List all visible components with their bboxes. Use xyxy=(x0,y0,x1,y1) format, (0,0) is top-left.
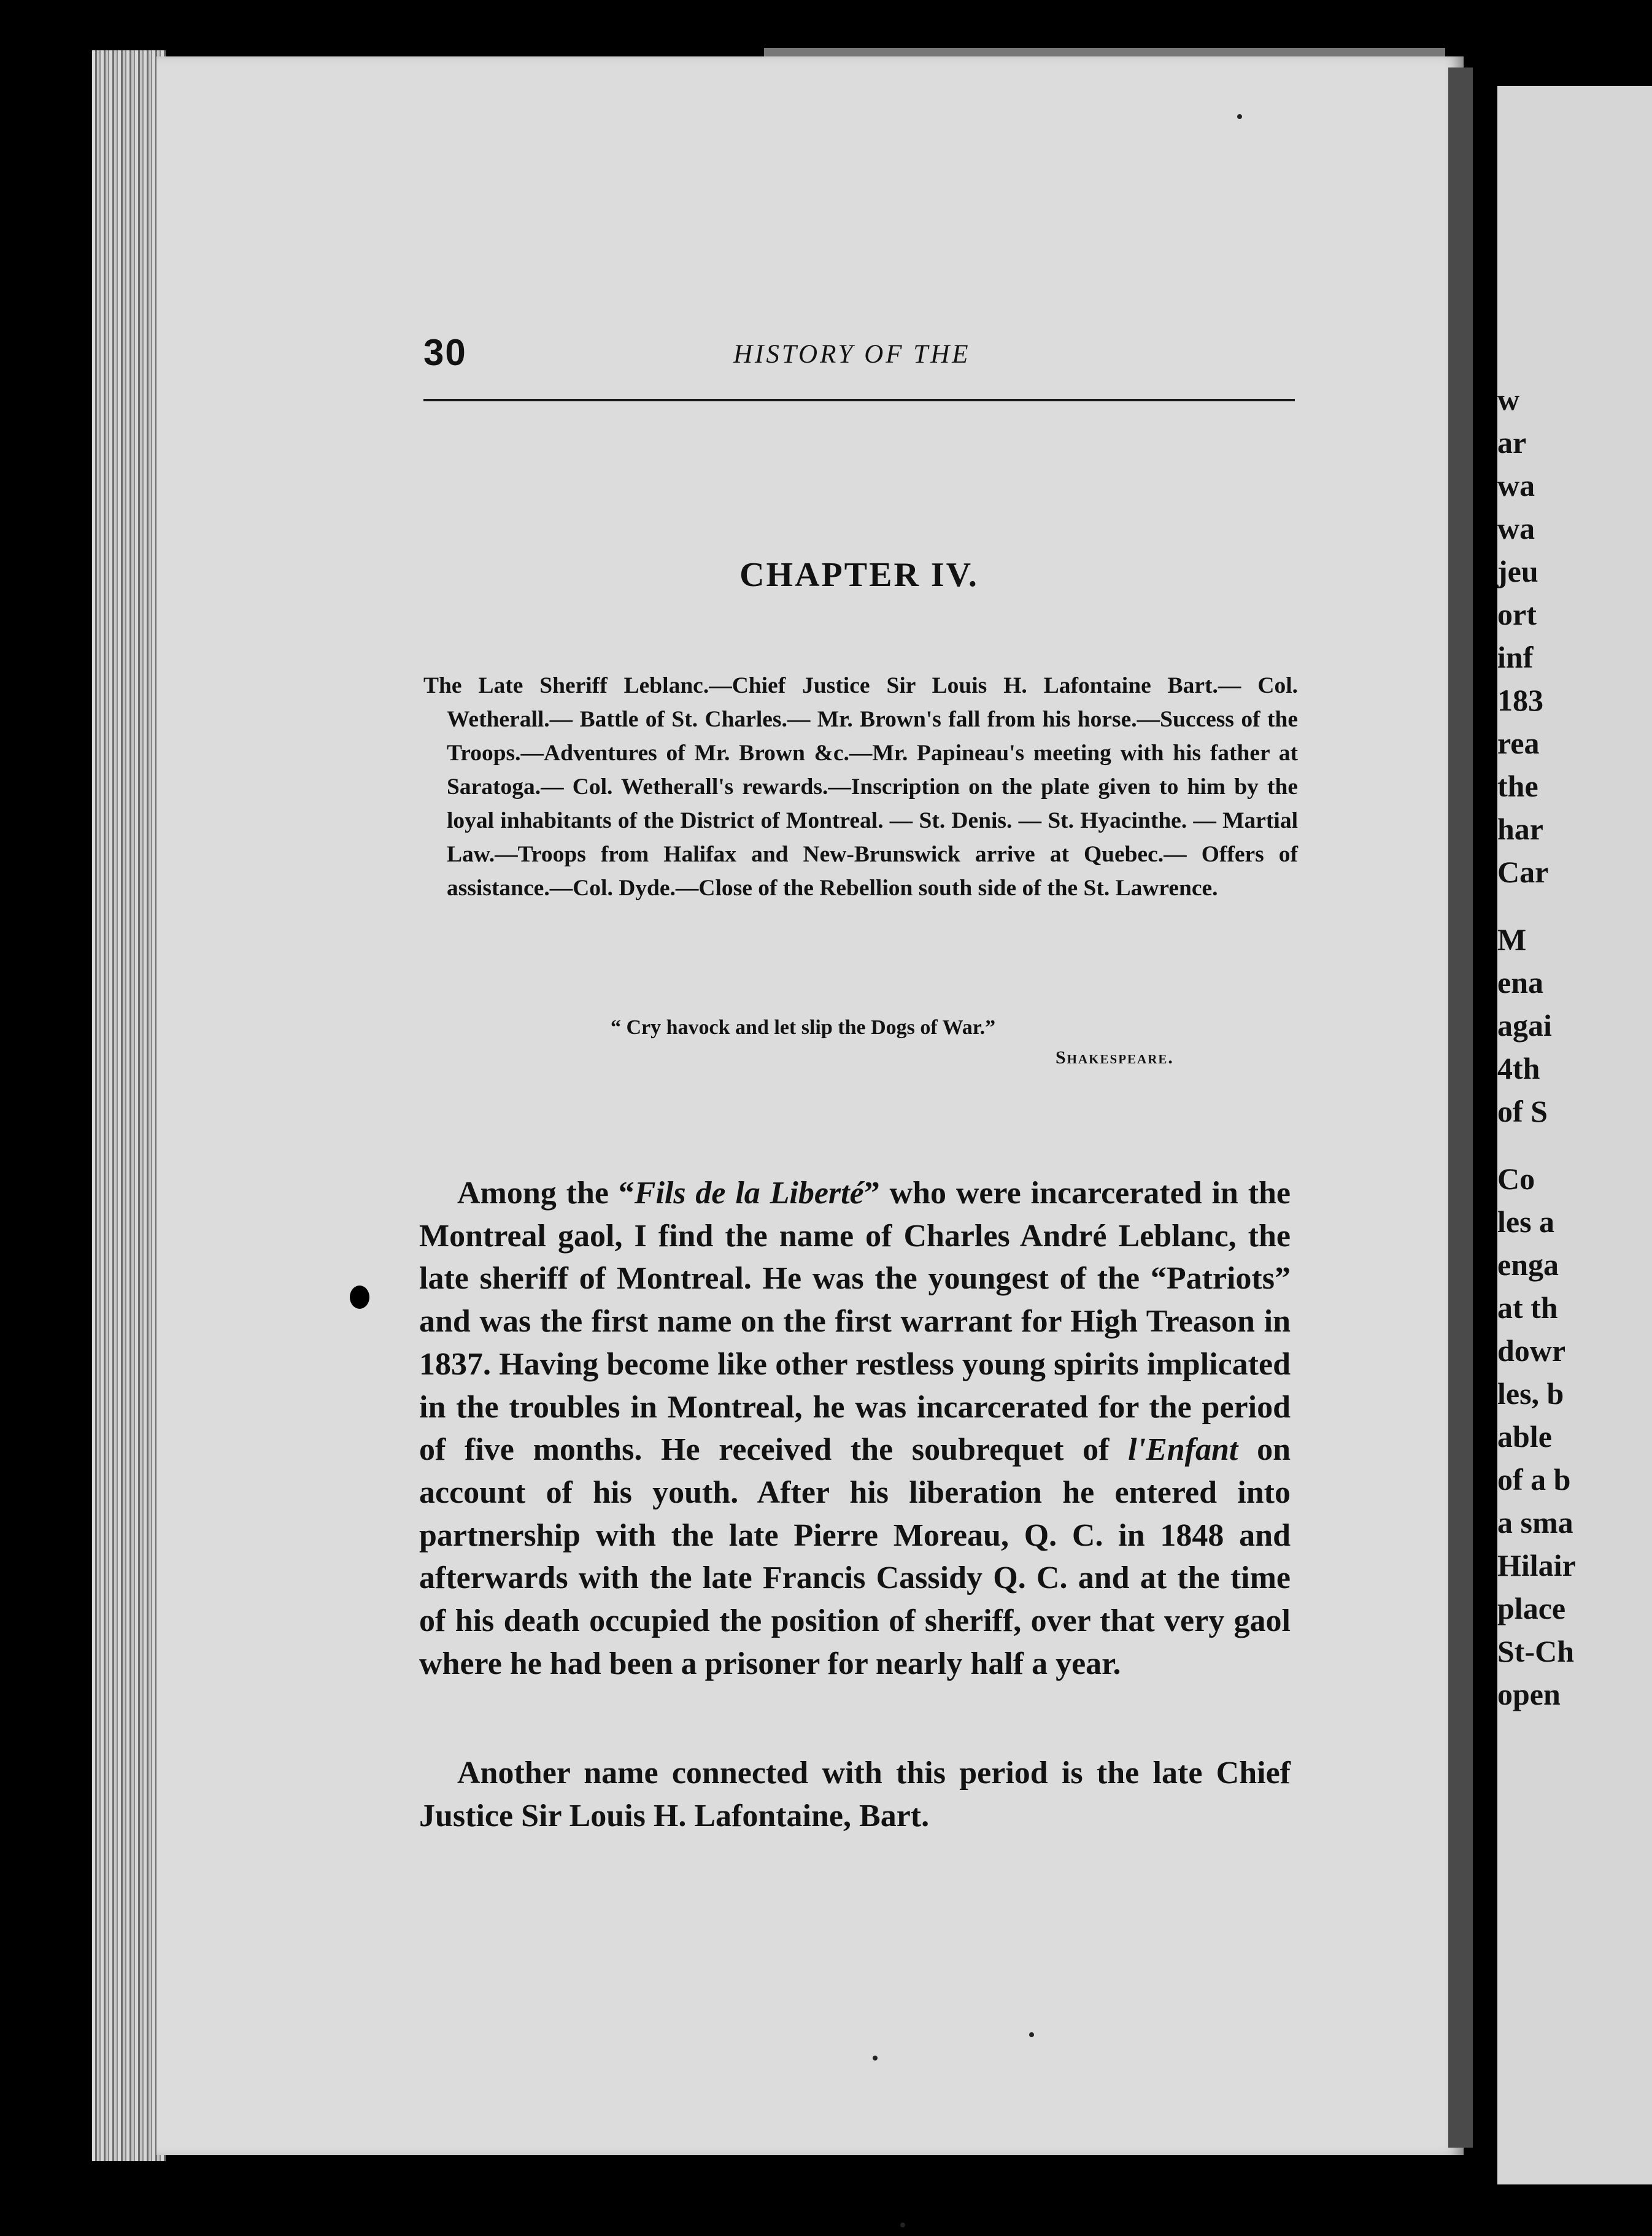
adjacent-page-fragment: wa xyxy=(1497,468,1535,503)
epigraph-author: Shakespeare. xyxy=(1056,1047,1174,1068)
chapter-synopsis: The Late Sheriff Leblanc.—Chief Justice Sir Louis H. Lafontaine Bart.— Col. Wetherall.— Battle of St. Charles.— Mr. Brown's fall from his horse.—Success of the Troops.—Adventures of Mr. Brown &c.—Mr. Papineau's meeting with his father at Saratoga.— Col. Wetherall's rewards.—Inscription on the plate given to him by the loyal inhabitants of the District of Montreal. — St. Denis. — St. Hyacinthe. — Martial Law.—Troops from Halifax and New-Brunswick arrive at Quebec.— Offers of assistance.—Col. Dyde.—Close of the Rebellion south side of the St. Lawrence. xyxy=(423,673,1298,901)
adjacent-page-fragment: a sma xyxy=(1497,1505,1573,1540)
adjacent-page-fragment: St-Ch xyxy=(1497,1634,1575,1668)
stacked-page-edges xyxy=(92,50,166,2161)
adjacent-page-fragment: les, b xyxy=(1497,1376,1564,1411)
adjacent-page-fragment: ar xyxy=(1497,425,1527,460)
para1-italic-enfant: l'Enfant xyxy=(1128,1432,1238,1468)
dust-speck xyxy=(1237,114,1242,119)
adjacent-page-fragment: inf xyxy=(1497,640,1534,674)
adjacent-page-fragment: open xyxy=(1497,1677,1561,1711)
header-rule xyxy=(423,399,1295,401)
adjacent-page-fragment: able xyxy=(1497,1419,1552,1454)
adjacent-page-fragment: rea xyxy=(1497,726,1540,760)
adjacent-page-fragment: 183 xyxy=(1497,683,1543,717)
adjacent-page-fragment: ort xyxy=(1497,597,1537,631)
chapter-heading: CHAPTER IV. xyxy=(739,556,979,594)
adjacent-page-fragment: place xyxy=(1497,1591,1566,1625)
adjacent-page-fragment: Hilair xyxy=(1497,1548,1576,1583)
adjacent-page-fragment: the xyxy=(1497,769,1538,803)
adjacent-page-fragment: jeu xyxy=(1497,554,1538,588)
adjacent-page-fragment: of S xyxy=(1497,1094,1548,1128)
adjacent-page-fragment: enga xyxy=(1497,1247,1559,1282)
adjacent-page-fragment: dowr xyxy=(1497,1333,1566,1368)
dust-speck xyxy=(873,2056,878,2061)
para1-lead: Among the “ xyxy=(457,1176,635,1211)
page-number: 30 xyxy=(423,332,467,373)
para1-tail: on account of his youth. After his liberation he entered into partnership with the late Pierre Moreau, Q. C. in 1848 and afterwards with the late Francis Cassidy Q. C. and at the time of his death occupied the position of sheriff, over that very gaol where he had been a prisoner for nearly half a year. xyxy=(419,1432,1291,1681)
adjacent-page-fragment: ena xyxy=(1497,965,1543,1000)
para1-italic-fils: Fils de la Liberté xyxy=(634,1176,864,1211)
dust-speck xyxy=(900,2223,905,2227)
adjacent-page-fragment: Co xyxy=(1497,1162,1535,1196)
adjacent-page-fragment: Car xyxy=(1497,855,1549,889)
adjacent-page-fragment: les a xyxy=(1497,1205,1555,1239)
adjacent-page-fragment: of a b xyxy=(1497,1462,1571,1497)
adjacent-page xyxy=(1497,86,1652,2184)
adjacent-page-fragment: at th xyxy=(1497,1290,1558,1325)
running-title: HISTORY OF THE xyxy=(733,340,971,369)
adjacent-page-fragment: har xyxy=(1497,812,1543,846)
body-paragraph-1 xyxy=(419,1172,1291,1685)
dust-speck xyxy=(1029,2032,1034,2037)
adjacent-page-fragment: agai xyxy=(1497,1008,1552,1043)
adjacent-page-fragment: wa xyxy=(1497,511,1535,546)
gutter-shadow xyxy=(1448,67,1473,2148)
book-page xyxy=(156,56,1464,2155)
adjacent-page-fragment: w xyxy=(1497,382,1520,417)
adjacent-page-fragment: M xyxy=(1497,922,1527,957)
epigraph-quote: “ Cry havock and let slip the Dogs of War.” xyxy=(611,1016,996,1039)
adjacent-page-fragment: 4th xyxy=(1497,1051,1540,1085)
ink-blot xyxy=(350,1286,369,1309)
para1-mid: ” who were incarcerated in the Montreal gaol, I find the name of Charles André Leblanc, the late sheriff of Montreal. He was the youngest of the “Patriots” and was the first name on the first warrant for High Treason in 1837. Having become like other restless young spirits implicated in the troubles in Montreal, he was incarcerated for the period of five months. He received the soubrequet of xyxy=(419,1176,1291,1468)
body-paragraph-2: Another name connected with this period is the late Chief Justice Sir Louis H. Lafontaine, Bart. xyxy=(419,1756,1291,1833)
